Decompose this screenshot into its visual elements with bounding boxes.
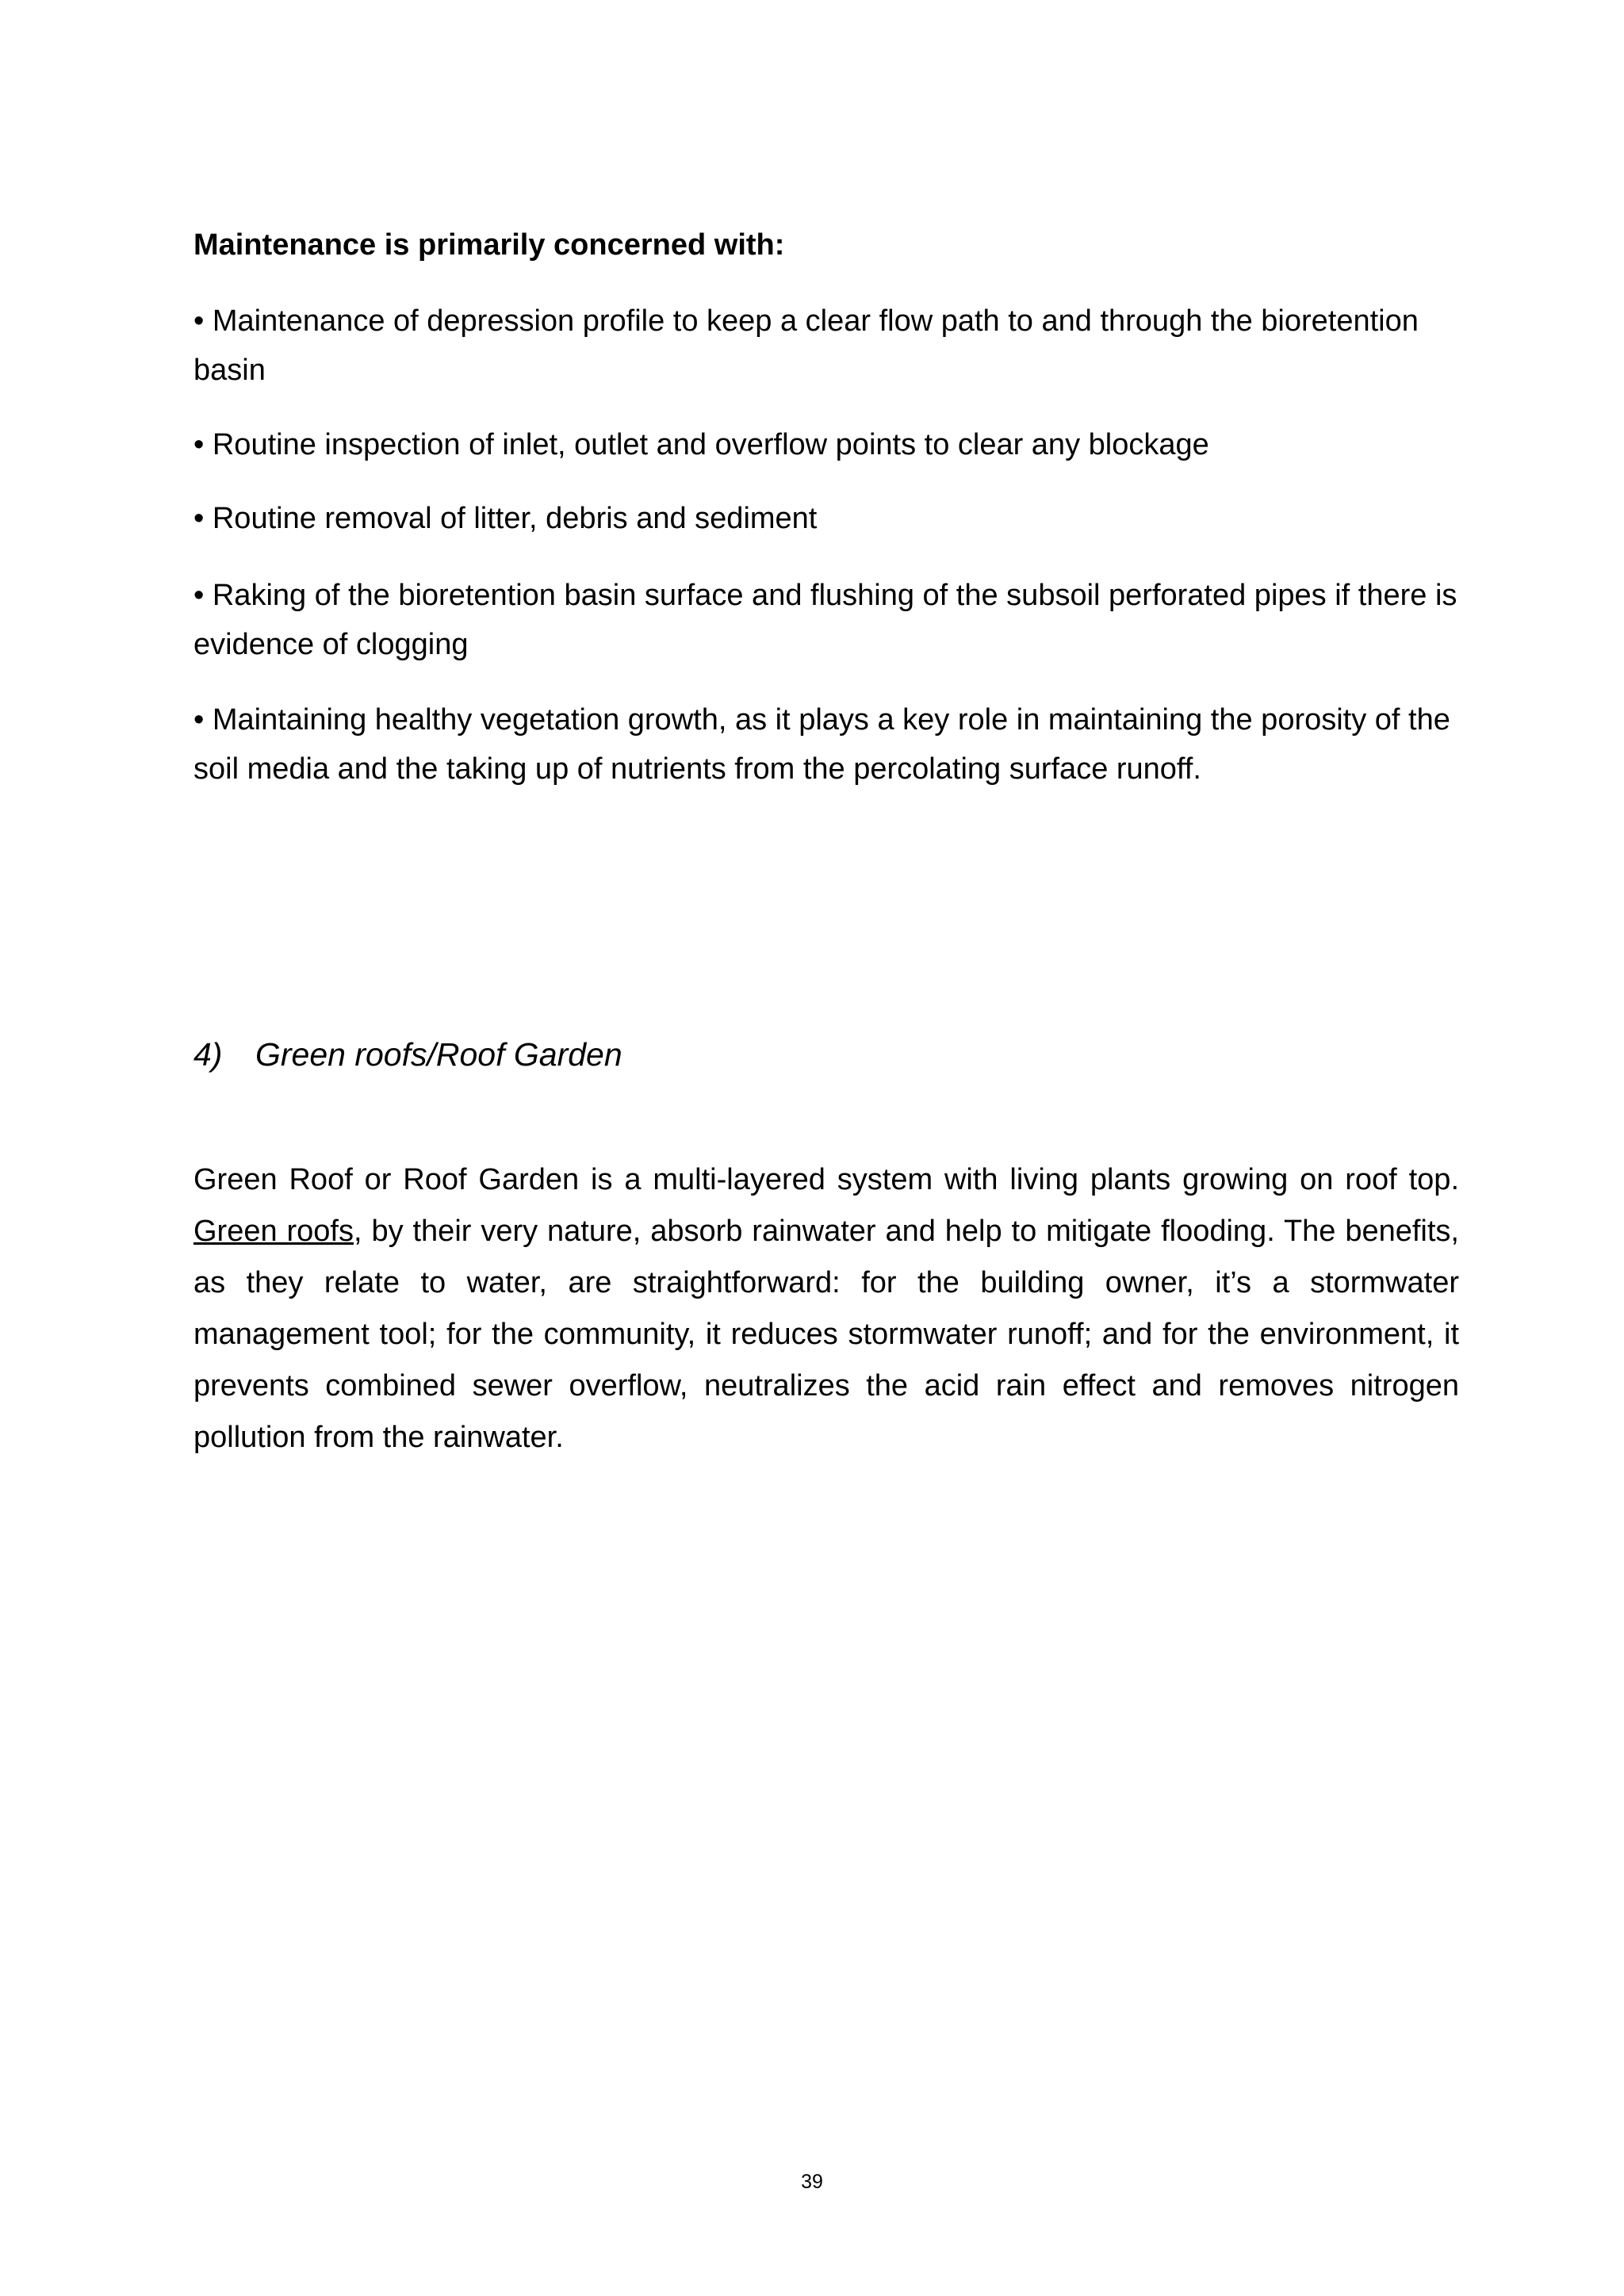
maintenance-heading: Maintenance is primarily concerned with: — [193, 228, 785, 262]
section-heading — [193, 1031, 622, 1078]
bullet-item: • Routine inspection of inlet, outlet and overflow points to clear any blockage — [193, 428, 1209, 461]
bullet-item: • Maintaining healthy vegetation growth, as it plays a key role in maintaining the porosity of the soil media and the taking up of nutrients from the percolating surface runoff. — [193, 703, 1450, 786]
paragraph-text-start: Green Roof or Roof Garden is a multi-layered system with living plants growing on roof top. — [193, 1163, 1459, 1196]
bullet-item: • Routine removal of litter, debris and sediment — [193, 502, 818, 535]
page-number: 39 — [801, 2171, 823, 2193]
section-paragraph — [193, 1154, 1459, 1464]
bullet-item: • Raking of the bioretention basin surface and flushing of the subsoil perforated pipes if there is evidence of clogging — [193, 579, 1457, 661]
section-title: Green roofs/Roof Garden — [255, 1036, 622, 1073]
paragraph-text-rest: , by their very nature, absorb rainwater and help to mitigate flooding. The benefits, as they relate to water, are straightforward: for the building owner, it’s a stormwater management tool; for the community, it reduces stormwater runoff; and for the environment, it prevents combined sewer overflow, neutralizes the acid rain effect and removes nitrogen pollution from the rainwater. — [193, 1215, 1459, 1454]
bullet-item: • Maintenance of depression profile to keep a clear flow path to and through the bioretention basin — [193, 304, 1419, 387]
green-roofs-link[interactable]: Green roofs — [193, 1215, 354, 1248]
section-number: 4) — [193, 1036, 223, 1073]
